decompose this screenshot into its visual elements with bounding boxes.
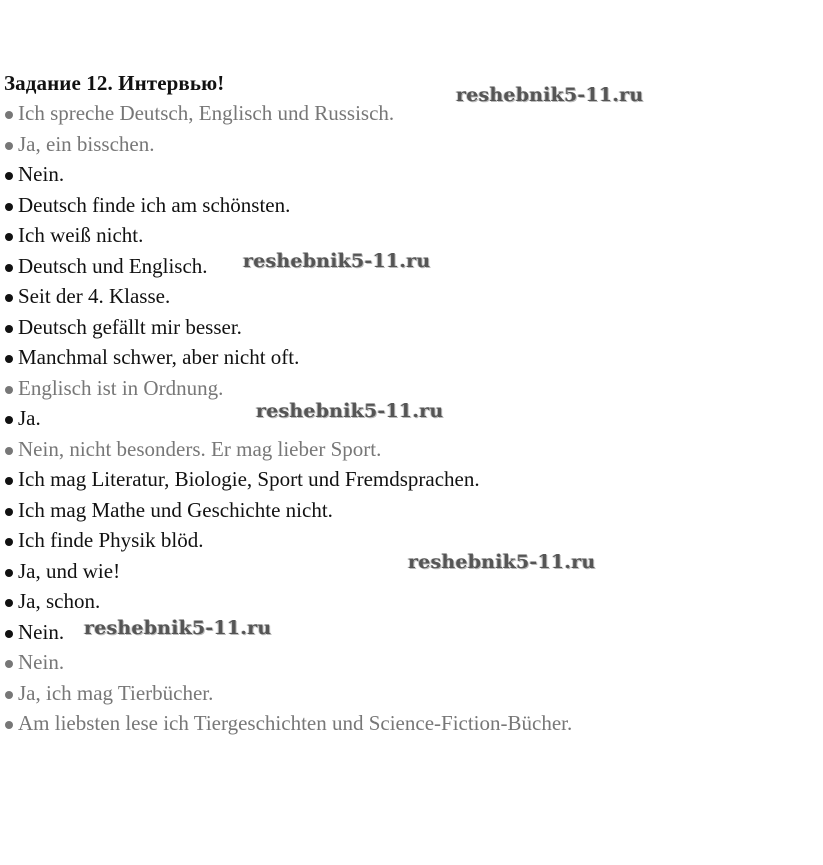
bullet-icon [5,264,13,272]
answer-item [4,373,804,404]
watermark: reshebnik5-11.ru [408,551,596,573]
answer-text: Am liebsten lese ich Tiergeschichten und Science-Fiction-Bücher. [18,711,573,735]
task-title: Задание 12. Интервью! [4,71,225,95]
bullet-icon [5,355,13,363]
watermark: reshebnik5-11.ru [84,617,272,639]
bullet-icon [5,111,13,119]
answer-text: Ja, schon. [18,589,101,613]
answer-item [4,434,804,465]
answer-item [4,312,804,343]
answer-item [4,647,804,678]
bullet-icon [5,416,13,424]
watermark: reshebnik5-11.ru [456,84,644,106]
bullet-icon [5,721,13,729]
answer-item [4,586,804,617]
bullet-icon [5,325,13,333]
bullet-icon [5,569,13,577]
answer-item [4,281,804,312]
answer-text: Ja, ein bisschen. [18,131,155,156]
answer-item [4,342,804,373]
bullet-icon [5,508,13,516]
answer-text: Seit der 4. Klasse. [18,284,171,308]
answer-text: Deutsch und Englisch. [18,253,208,278]
bullet-icon [5,538,13,546]
bullet-icon [5,233,13,241]
answer-item [4,464,804,495]
answer-text: Englisch ist in Ordnung. [18,375,224,400]
bullet-icon [5,386,13,394]
answer-text: Ja. [18,406,41,430]
answer-text: Deutsch finde ich am schönsten. [18,192,291,217]
answer-item [4,159,804,190]
answer-item [4,129,804,160]
bullet-icon [5,660,13,668]
answer-text: Ja, und wie! [18,558,121,583]
answer-text: Ja, ich mag Tierbücher. [18,680,214,705]
bullet-icon [5,142,13,150]
answer-text: Nein. [18,619,65,644]
bullet-icon [5,172,13,180]
bullet-icon [5,691,13,699]
answer-item [4,98,804,129]
answer-text: Ich spreche Deutsch, Englisch und Russisch. [18,101,395,125]
bullet-icon [5,477,13,485]
answer-text: Ich mag Literatur, Biologie, Sport und Fremdsprachen. [18,467,480,491]
bullet-icon [5,203,13,211]
answer-item [4,525,804,556]
bullet-icon [5,630,13,638]
answer-item [4,556,804,587]
answer-text: Ich mag Mathe und Geschichte nicht. [18,497,333,522]
answer-item [4,220,804,251]
answer-item [4,190,804,221]
answer-item [4,708,804,739]
answer-text: Manchmal schwer, aber nicht oft. [18,345,300,369]
answer-item [4,678,804,709]
bullet-icon [5,294,13,302]
answer-item [4,495,804,526]
answer-text: Nein. [18,162,65,186]
answer-text: Nein, nicht besonders. Er mag lieber Sport. [18,436,382,461]
answer-text: Deutsch gefällt mir besser. [18,314,242,339]
watermark: reshebnik5-11.ru [256,400,444,422]
answer-text: Ich finde Physik blöd. [18,528,204,552]
answer-text: Ich weiß nicht. [18,223,144,247]
watermark: reshebnik5-11.ru [243,250,431,272]
bullet-icon [5,447,13,455]
answer-text: Nein. [18,650,65,674]
bullet-icon [5,599,13,607]
